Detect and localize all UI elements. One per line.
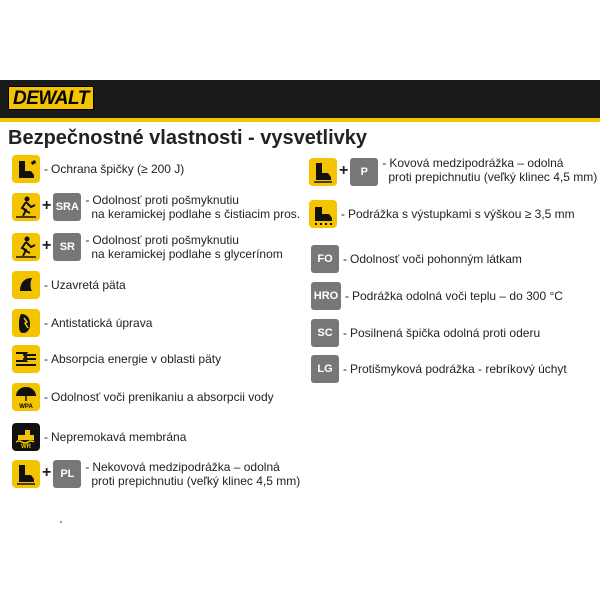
code-badge-p: P (350, 158, 378, 186)
legend-text: Ochrana špičky (≥ 200 J) (51, 162, 185, 176)
code-badge-fo: FO (311, 245, 339, 273)
legend-item-waterproof-membrane: WR - Nepremokavá membrána (12, 423, 186, 451)
legend-text-line2: na keramickej podlahe s čistiacim pros. (91, 207, 301, 221)
legend-item-antistatic: - Antistatická úprava (12, 309, 152, 337)
legend-text: Uzavretá päta (51, 278, 126, 292)
plus-sign: + (42, 197, 52, 214)
slip-person-icon (12, 233, 40, 261)
legend-item-energy-absorption: - Absorpcia energie v oblasti päty (12, 345, 221, 373)
legend-text-line2: proti prepichnutiu (veľký klinec 4,5 mm) (388, 170, 598, 184)
legend-text: Nepremokavá membrána (51, 430, 187, 444)
code-badge-sra: SRA (53, 193, 81, 221)
stray-dot (60, 521, 62, 523)
plus-sign: + (339, 162, 349, 179)
legend-text: Antistatická úprava (51, 316, 153, 330)
icon-label: WR (21, 444, 31, 450)
legend-text: Podrážka odolná voči teplu – do 300 °C (352, 289, 563, 303)
legend-item-closed-heel: - Uzavretá päta (12, 271, 126, 299)
midsole-boot-icon (309, 158, 337, 186)
toe-cap-boot-icon (12, 155, 40, 183)
legend-text: Odolnosť voči prenikaniu a absorpcii vody (51, 390, 274, 404)
legend-text-line2: na keramickej podlahe s glycerínom (91, 247, 283, 261)
legend-item-sc: SC - Posilnená špička odolná proti oderu (311, 319, 540, 347)
plus-sign: + (42, 237, 52, 254)
legend-text-line1: Odolnosť proti pošmyknutiu (92, 233, 239, 247)
legend-text-line1: Odolnosť proti pošmyknutiu (92, 193, 239, 207)
code-badge-sr: SR (53, 233, 81, 261)
legend-text: Protišmyková podrážka - rebríkový úchyt (350, 362, 567, 376)
plus-sign: + (42, 464, 52, 481)
page-title: Bezpečnostné vlastnosti - vysvetlivky (8, 127, 368, 149)
legend-item-fo: FO - Odolnosť voči pohonným látkam (311, 245, 522, 273)
midsole-boot-icon (12, 460, 40, 488)
header-accent-stripe (0, 118, 600, 122)
legend-item-p: + P - Kovová medzipodrážka – odolná proti prepichnutiu (veľký klinec 4,5 mm) (309, 158, 597, 186)
legend-item-sr: + SR - Odolnosť proti pošmyknutiu na keramickej podlahe s glycerínom (12, 233, 283, 261)
legend-item-cleated-sole: - Podrážka s výstupkami s výškou ≥ 3,5 mm (309, 200, 575, 228)
legend-text: Posilnená špička odolná proti oderu (350, 326, 541, 340)
icon-label: WPA (19, 404, 33, 410)
code-badge-hro: HRO (311, 282, 341, 310)
legend-item-sra: + SRA - Odolnosť proti pošmyknutiu na keramickej podlahe s čistiacim pros. (12, 193, 300, 221)
umbrella-icon (12, 383, 40, 411)
logo-text: DEWALT (13, 87, 89, 109)
closed-heel-icon (12, 271, 40, 299)
legend-text-line1: Kovová medzipodrážka – odolná (389, 156, 564, 170)
code-badge-pl: PL (53, 460, 81, 488)
code-badge-sc: SC (311, 319, 339, 347)
slip-person-icon (12, 193, 40, 221)
legend-text-line1: Nekovová medzipodrážka – odolná (92, 460, 280, 474)
waterproof-membrane-icon (12, 423, 40, 451)
legend-text-line2: proti prepichnutiu (veľký klinec 4,5 mm) (91, 474, 301, 488)
legend-text: Podrážka s výstupkami s výškou ≥ 3,5 mm (348, 207, 575, 221)
legend-item-lg: LG - Protišmyková podrážka - rebríkový úchyt (311, 355, 567, 383)
legend-item-pl: + PL - Nekovová medzipodrážka – odolná proti prepichnutiu (veľký klinec 4,5 mm) (12, 460, 300, 488)
cleated-sole-icon (309, 200, 337, 228)
legend-item-wpa: WPA - Odolnosť voči prenikaniu a absorpcii vody (12, 383, 274, 411)
legend-text: Absorpcia energie v oblasti päty (51, 352, 222, 366)
legend-item-hro: HRO - Podrážka odolná voči teplu – do 300 °C (311, 282, 563, 310)
code-badge-lg: LG (311, 355, 339, 383)
antistatic-sole-icon (12, 309, 40, 337)
energy-absorption-icon (12, 345, 40, 373)
dewalt-logo (8, 86, 94, 110)
legend-text: Odolnosť voči pohonným látkam (350, 252, 522, 266)
legend-item-toe-protection: - Ochrana špičky (≥ 200 J) (12, 155, 184, 183)
